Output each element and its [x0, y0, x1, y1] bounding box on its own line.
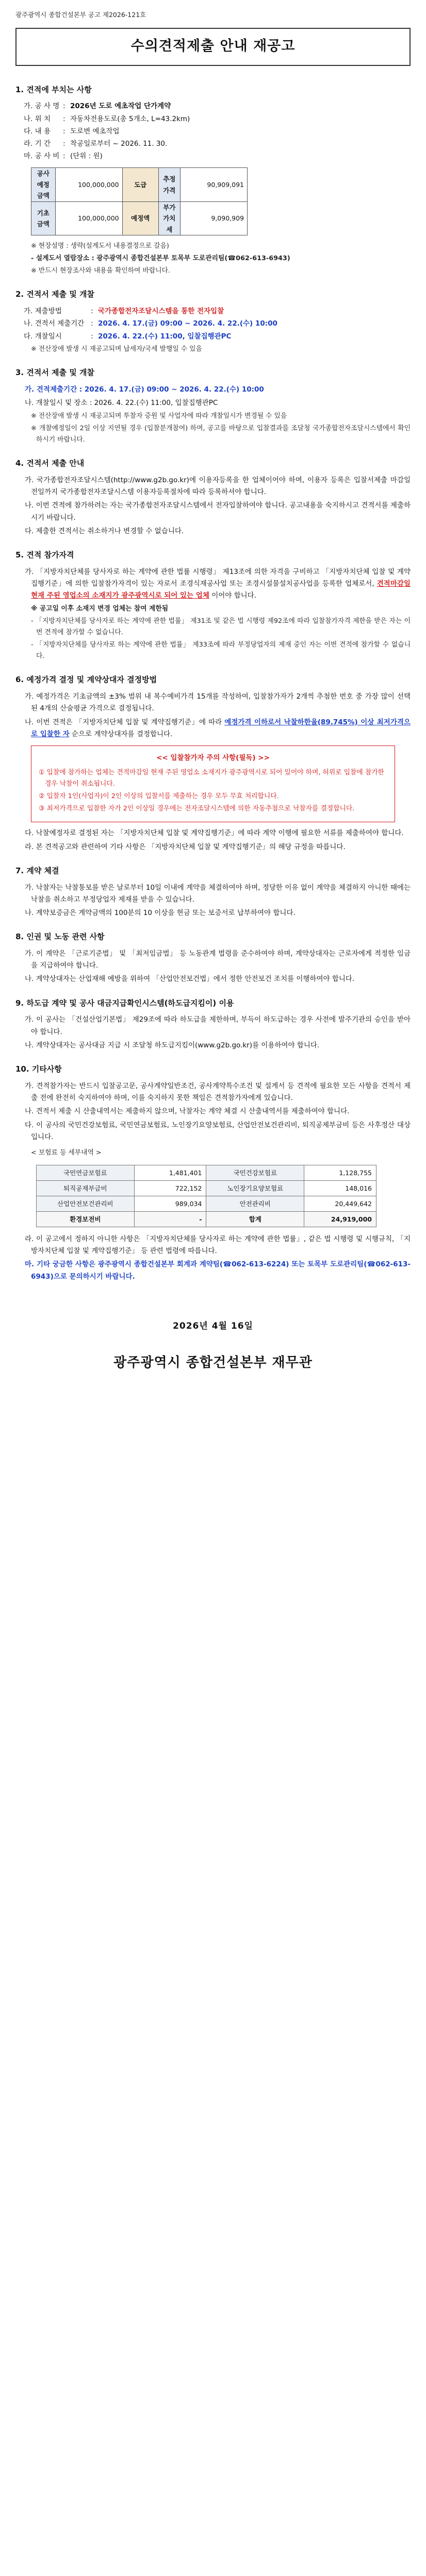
table-cell: 국민연금보험료 — [37, 1165, 135, 1181]
table-cell: 90,909,091 — [181, 168, 248, 202]
section-3 — [15, 366, 411, 446]
paragraph: 다. 제출한 견적서는 취소하거나 변경할 수 없습니다. — [25, 527, 184, 535]
section-heading: 6. 예정가격 결정 및 계약상대자 결정방법 — [15, 675, 157, 685]
table-cell: 기초금액 — [31, 201, 56, 235]
row-key: 라. 기 간 — [24, 139, 51, 148]
note: ※ 전산장애 발생 시 재공고되며 납세자/국세 발행일 수 있음 — [31, 345, 202, 353]
section-heading: 8. 인권 및 노동 관련 사항 — [15, 932, 105, 942]
note: ※ 개찰예정일이 2일 이상 지연될 경우 (입찰분개참여) 하며, 공고를 바탕으로 입찰결과를 조달청 국가종합전자조달시스템에서 확인하시기 바랍니다. — [31, 425, 411, 444]
section-2 — [15, 288, 411, 354]
table-cell: 148,016 — [304, 1181, 376, 1196]
table-cell: 산업안전보건관리비 — [37, 1196, 135, 1212]
table-row — [37, 1196, 376, 1212]
info-row: 가. 공 사 명 : 2026년 도로 예초작업 단가계약 — [24, 100, 411, 112]
eligibility-highlight: 견적마감일 현재 주된 영업소의 소재지가 광주광역시로 되어 있는 업체 — [31, 579, 411, 600]
fee-table — [36, 1165, 376, 1227]
paragraph: 나. 견적서 제출 시 산출내역서는 제출하지 않으며, 낙찰자는 계약 체결 시 산출내역서를 제출하여야 합니다. — [25, 1107, 350, 1116]
note: - 「지방자치단체를 당사자로 하는 계약에 관한 법률」 제31조 및 같은 법 시행령 제92조에 따라 입찰참가자격 제한을 받은 자는 이번 견적에 참가할 수 없습니다. — [31, 617, 411, 637]
row-value: 2026. 4. 17.(금) 09:00 ~ 2026. 4. 22.(수) 10:00 — [98, 319, 277, 328]
section-heading: 9. 하도급 계약 및 공사 대금지급확인시스템(하도급지킴이) 이용 — [15, 998, 234, 1008]
note: - 「지방자치단체를 당사자로 하는 계약에 관한 법률」 제33조에 따라 부정당업자의 제재 중인 자는 이번 견적에 참가할 수 없습니다. — [31, 641, 411, 660]
paragraph: 가. 견적참가자는 반드시 입찰공고문, 공사계약일반조건, 공사계약특수조건 및 설계서 등 견적에 필요한 모든 사항을 견적서 제출 전에 완전히 숙지하여야 하며, 이를 숙지하지 못한 책임은 견적참가자에게 있습니다. — [25, 1081, 411, 1103]
section-heading: 2. 견적서 제출 및 개찰 — [15, 290, 94, 299]
award-method-text: 나. 이번 견적은 「지방자치단체 입찰 및 계약집행기준」에 따라 — [25, 718, 222, 726]
row-value: 자동차전용도로(총 5개소, L=43.2km) — [70, 114, 190, 123]
table-cell: 공사예정금액 — [31, 168, 56, 202]
row-value: 2026. 4. 22.(수) 11:00, 입찰집행관PC — [98, 332, 232, 341]
paragraph: 가. 국가종합전자조달시스템(http://www.g2b.go.kr)에 이용자등록을 한 업체이어야 하며, 이용자 등록은 입찰서제출 마감일 전일까지 국가종합전자조달시스템 이용자등록절차에 따라 등록하셔야 합니다. — [25, 476, 411, 497]
table-cell: 합계 — [206, 1212, 304, 1227]
section-heading: 3. 견적서 제출 및 개찰 — [15, 367, 94, 377]
section-6 — [15, 673, 411, 853]
row-key: 다. 개찰일시 — [24, 332, 62, 341]
section-9 — [15, 997, 411, 1052]
price-table — [31, 167, 248, 235]
info-row: 라. 기 간 : 착공일로부터 ~ 2026. 11. 30. — [24, 138, 411, 150]
notice-number: 광주광역시 종합건설본부 공고 제2026-121호 — [15, 11, 146, 19]
section-heading: 4. 견적서 제출 안내 — [15, 459, 85, 468]
table-cell: 100,000,000 — [55, 168, 122, 202]
info-row: 가. 제출방법 : 국가종합전자조달시스템을 통한 전자입찰 — [24, 306, 411, 317]
issue-date: 2026년 4월 16일 — [173, 1320, 253, 1331]
row-key: 마. 공 사 비 — [24, 152, 60, 161]
table-cell: 추정가격 — [158, 168, 180, 202]
page-title: 수의견적제출 안내 재공고 — [130, 38, 296, 55]
caution-line: ② 입찰자 1인(사업자)이 2인 이상의 입찰서를 제출하는 경우 모두 무효 처리합니다. — [39, 792, 279, 801]
row-value: 국가종합전자조달시스템을 통한 전자입찰 — [98, 307, 224, 316]
row-value: (단위 : 원) — [70, 152, 103, 161]
row-key: 가. 제출방법 — [24, 307, 62, 316]
note: - 설계도서 열람장소 : 광주광역시 종합건설본부 토목부 도로관리팀(☎062-613-6943) — [31, 255, 290, 263]
table-cell: 예정액 — [122, 201, 158, 235]
info-row: 다. 내 용 : 도로변 예초작업 — [24, 126, 411, 138]
section-1 — [15, 83, 411, 277]
paragraph: 마. 기타 궁금한 사항은 광주광역시 종합건설본부 회계과 계약팀(☎062-613-6224) 또는 토목부 도로관리팀(☎062-613-6943)으로 문의하시기 바랍니다. — [25, 1260, 411, 1281]
info-row: 나. 위 치 : 자동차전용도로(총 5개소, L=43.2km) — [24, 113, 411, 125]
table-row — [37, 1165, 376, 1181]
paragraph — [25, 717, 411, 740]
table-cell: 24,919,000 — [304, 1212, 376, 1227]
paragraph: 나. 계약상대자는 공사대금 지급 시 조달청 하도급지킴이(www.g2b.go.kr)를 이용하여야 합니다. — [25, 1041, 320, 1049]
paragraph: 가. 이 계약은 「근로기준법」 및 「최저임금법」 등 노동관계 법령을 준수하여야 하며, 계약상대자는 근로자에게 적정한 임금을 지급하여야 합니다. — [25, 950, 411, 970]
table-cell: 환경보전비 — [37, 1212, 135, 1227]
section-5 — [15, 549, 411, 662]
paragraph: 다. 낙찰예정자로 결정된 자는 「지방자치단체 입찰 및 계약집행기준」에 따라 계약 이행에 필요한 서류를 제출하여야 합니다. — [25, 829, 404, 838]
paragraph: 라. 이 공고에서 정하지 아니한 사항은 「지방자치단체를 당사자로 하는 계약에 관한 법률」, 같은 법 시행령 및 시행규칙, 「지방자치단체 입찰 및 계약집행기준」 등 관련 법령에 따릅니다. — [25, 1235, 411, 1256]
section-10 — [15, 1063, 411, 1283]
table-cell: 퇴직공제부금비 — [37, 1181, 135, 1196]
table-cell: - — [134, 1212, 206, 1227]
table-cell: 1,128,755 — [304, 1165, 376, 1181]
row-value: 착공일로부터 ~ 2026. 11. 30. — [70, 139, 168, 148]
paragraph: 나. 계약보증금은 계약금액의 100분의 10 이상을 현금 또는 보증서로 납부하여야 합니다. — [25, 908, 296, 917]
table-row — [31, 201, 248, 235]
paragraph: 가. 예정가격은 기초금액의 ±3% 범위 내 복수예비가격 15개를 작성하여, 입찰참가자가 2개씩 추첨한 번호 중 가장 많이 선택된 4개의 산술평균 가격으로 결정됩니다. — [25, 692, 411, 713]
info-row: 다. 개찰일시 : 2026. 4. 22.(수) 11:00, 입찰집행관PC — [24, 331, 411, 343]
table-cell: 안전관리비 — [206, 1196, 304, 1212]
note: ※ 전산장애 발생 시 재공고되며 투찰자 증원 및 사업자에 따라 개찰일시가 변경될 수 있음 — [31, 412, 287, 420]
section-7 — [15, 865, 411, 919]
paragraph: 가. 견적제출기간 : 2026. 4. 17.(금) 09:00 ~ 2026. 4. 22.(수) 10:00 — [25, 385, 264, 394]
note: ※ 공고일 이후 소재지 변경 업체는 참여 제한됨 — [31, 605, 169, 613]
table-cell: 노인장기요양보험료 — [206, 1181, 304, 1196]
paragraph: 라. 본 견적공고와 관련하여 기타 사항은 「지방자치단체 입찰 및 계약집행기준」의 해당 규정을 따릅니다. — [25, 842, 346, 851]
row-value: 2026년 도로 예초작업 단가계약 — [70, 102, 171, 111]
table-cell: 9,090,909 — [181, 201, 248, 235]
section-4 — [15, 457, 411, 537]
paragraph: 나. 계약상대자는 산업재해 예방을 위하여 「산업안전보건법」에서 정한 안전보건 조치를 이행하여야 합니다. — [25, 975, 355, 984]
fee-caption: < 보험료 등 세부내역 > — [31, 1149, 102, 1157]
row-key: 다. 내 용 — [24, 127, 51, 135]
section-heading: 7. 계약 체결 — [15, 866, 59, 875]
award-method-tail: 순으로 계약상대자를 결정합니다. — [71, 730, 173, 738]
table-cell: 100,000,000 — [55, 201, 122, 235]
eligibility-intro: 가. 「지방자치단체를 당사자로 하는 계약에 관한 법률 시행령」 제13조에 의한 자격을 구비하고 「지방자치단체 입찰 및 계약집행기준」에 의한 입찰참가자격이 있는 자로서 조경식재공사업 또는 조경시설물설치공사업을 등록한 업체로서, — [25, 567, 411, 588]
note: ※ 현장설명 : 생략(설계도서 내용결정으로 갈음) — [31, 242, 169, 250]
caution-box — [31, 745, 395, 822]
section-heading: 10. 기타사항 — [15, 1064, 62, 1074]
paragraph: 가. 낙찰자는 낙찰통보를 받은 날로부터 10일 이내에 계약을 체결하여야 하며, 정당한 이유 없이 계약을 체결하지 아니한 때에는 낙찰을 취소하고 부정당업자 제재를 받을 수 있습니다. — [25, 883, 411, 904]
table-cell: 부가가치세 — [158, 201, 180, 235]
title-box — [15, 28, 411, 66]
row-key: 나. 위 치 — [24, 114, 51, 123]
section-8 — [15, 930, 411, 985]
table-cell: 국민건강보험료 — [206, 1165, 304, 1181]
info-row: 나. 견적서 제출기간 : 2026. 4. 17.(금) 09:00 ~ 2026. 4. 22.(수) 10:00 — [24, 318, 411, 330]
table-row — [31, 168, 248, 202]
eligibility-tail: 이어야 합니다. — [211, 591, 257, 600]
paragraph: 나. 이번 견적에 참가하려는 자는 국가종합전자조달시스템에서 전자입찰하여야 합니다. 공고내용을 숙지하시고 견적서를 제출하시기 바랍니다. — [25, 501, 411, 522]
table-cell: 20,449,642 — [304, 1196, 376, 1212]
paragraph: 나. 개찰일시 및 장소 : 2026. 4. 22.(수) 11:00, 입찰집행관PC — [25, 398, 218, 407]
caution-title: << 입찰참가자 주의 사항(필독) >> — [156, 754, 270, 762]
caution-line: ③ 최저가격으로 입찰한 자가 2인 이상일 경우에는 전자조달시스템에 의한 자동추첨으로 낙찰자를 결정합니다. — [39, 805, 355, 813]
paragraph — [25, 566, 411, 602]
table-row — [37, 1181, 376, 1196]
note: ※ 반드시 현장조사와 내용을 확인하여 바랍니다. — [31, 267, 171, 275]
row-key: 나. 견적서 제출기간 — [24, 319, 85, 328]
table-cell: 도급 — [122, 168, 158, 202]
table-cell: 722,152 — [134, 1181, 206, 1196]
paragraph: 가. 이 공사는 「건설산업기본법」 제29조에 따라 하도급을 제한하며, 부득이 하도급하는 경우 사전에 발주기관의 승인을 받아야 합니다. — [25, 1015, 411, 1036]
row-key: 가. 공 사 명 — [24, 102, 60, 111]
table-cell: 1,481,401 — [134, 1165, 206, 1181]
table-cell: 989,034 — [134, 1196, 206, 1212]
section-heading: 5. 견적 참가자격 — [15, 550, 74, 560]
info-row: 마. 공 사 비 : (단위 : 원) — [24, 150, 411, 162]
table-row — [37, 1212, 376, 1227]
award-method-highlight: 예정가격 이하로서 낙찰하한율(89.745%) 이상 최저가격으로 입찰한 자 — [31, 718, 411, 738]
row-value: 도로변 예초작업 — [70, 127, 120, 135]
section-heading: 1. 견적에 부치는 사항 — [15, 84, 92, 94]
caution-line: ① 입찰에 참가하는 업체는 견적마감일 현재 주된 영업소 소재지가 광주광역시로 되어 있어야 하며, 허위로 입찰에 참가한 경우 낙찰이 취소됩니다. — [39, 769, 384, 788]
paragraph: 다. 이 공사의 국민건강보험료, 국민연금보험료, 노인장기요양보험료, 산업안전보건관리비, 퇴직공제부금비 등은 사후정산 대상입니다. — [25, 1121, 411, 1141]
issuing-organization: 광주광역시 종합건설본부 재무관 — [113, 1355, 313, 1371]
